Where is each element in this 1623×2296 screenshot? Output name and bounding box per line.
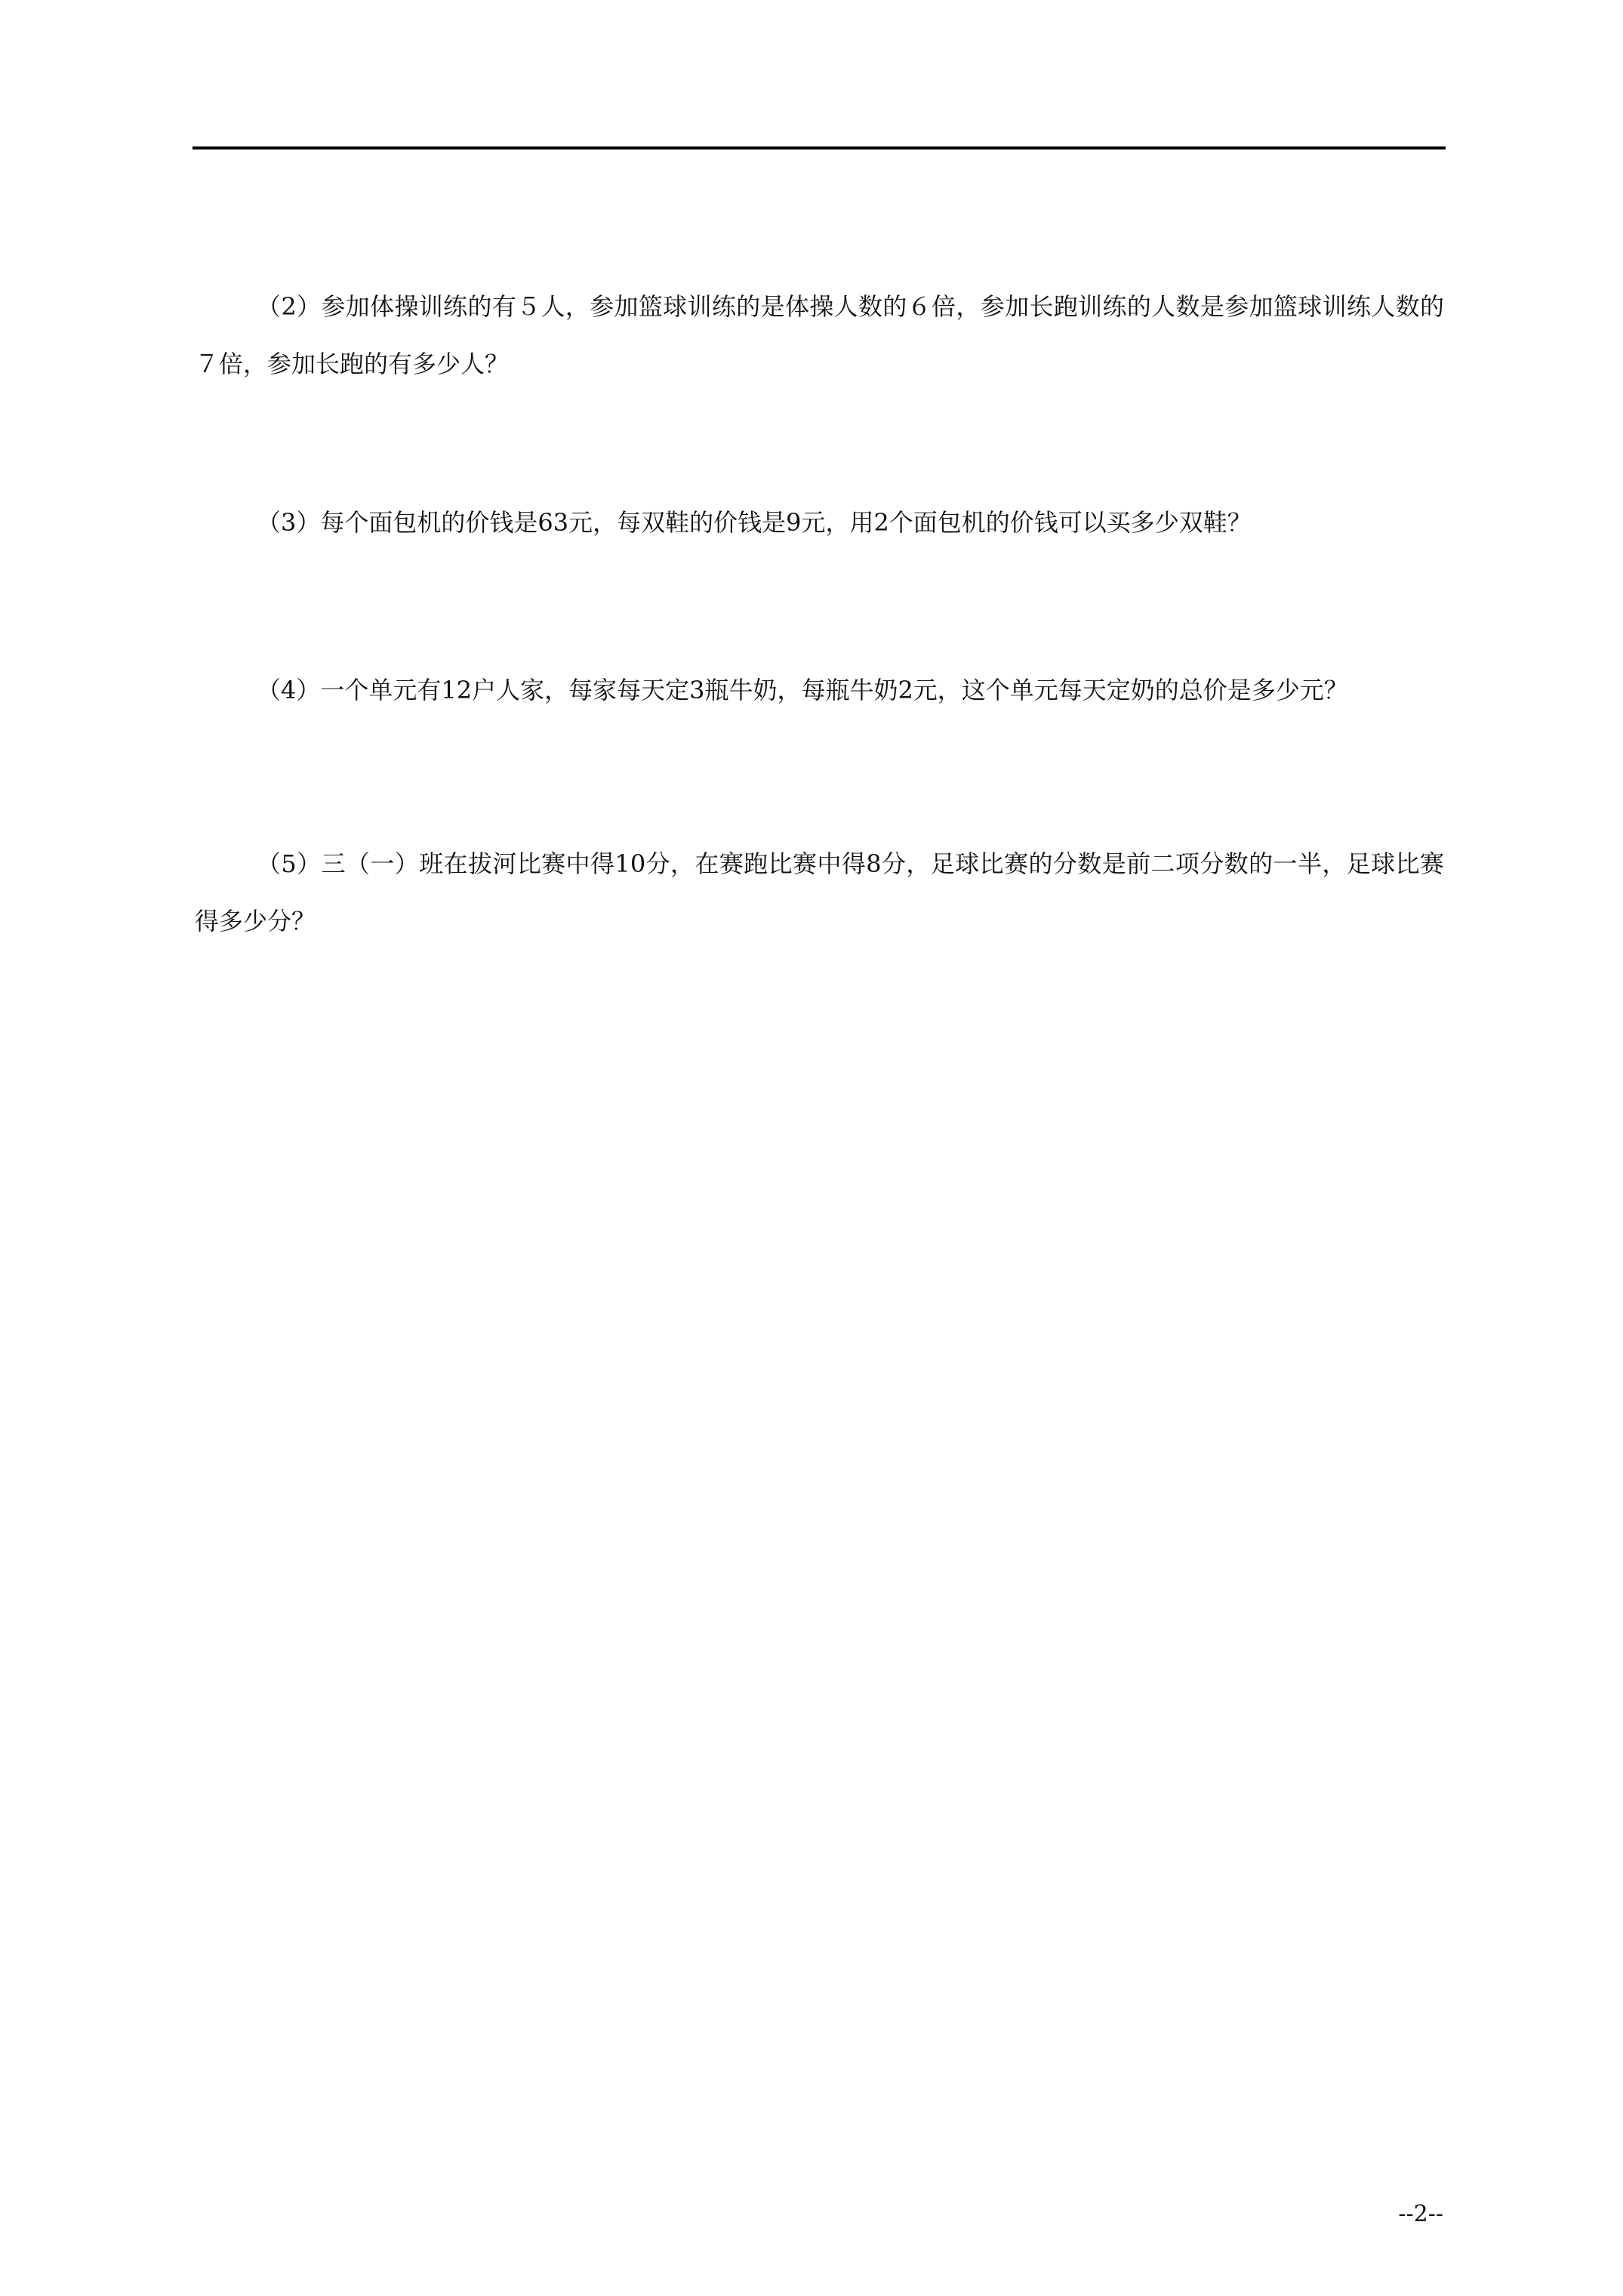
word-problem-4: （4）一个单元有12户人家，每家每天定3瓶牛奶，每瓶牛奶2元，这个单元每天定奶的总价是多少元？ [257,676,1348,704]
word-problem-3: （3）每个面包机的价钱是63元，每双鞋的价钱是9元，用2个面包机的价钱可以买多少双鞋？ [257,508,1252,537]
word-problem-2: （2）参加体操训练的有５人，参加篮球训练的是体操人数的６倍，参加长跑训练的人数是参加篮球训练人数的７倍，参加长跑的有多少人？ [195,292,1444,378]
page-number: --2-- [1398,2201,1443,2227]
header-rule [192,146,1446,149]
word-problem-5: （5）三（一）班在拔河比赛中得10分，在赛跑比赛中得8分，足球比赛的分数是前二项分数的一半，足球比赛得多少分？ [195,849,1444,935]
